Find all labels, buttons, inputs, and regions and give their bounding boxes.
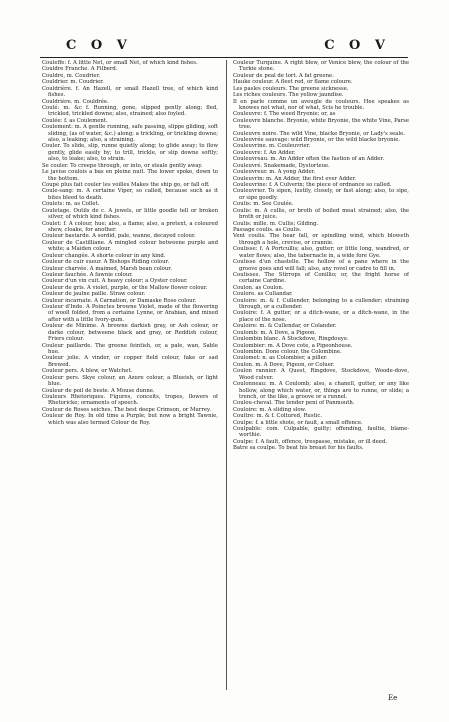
dictionary-entry: Couleur d'un vin cuit. A heavy colour; a Oyster colour. — [42, 278, 188, 285]
dictionary-entry: Couleur de Minime. A browne darkish gray, or Ash colour, or darke colour, betweene black and gray, or Reddish colour, Friers colour. — [42, 323, 218, 343]
dictionary-entry: Couleur de Castilliane. A mingled colour betweene purple and white; a Maiden colour. — [42, 239, 218, 253]
dictionary-entry: Couldrière. f. An Hazell, or small Hazell tree, of which kind fishes. — [42, 85, 218, 99]
running-head — [66, 38, 390, 54]
dictionary-entry: Coulisses. The Stirrops of Conillio; or, the fright horse of certaine Cardine. — [233, 271, 409, 285]
dictionary-entry: Coulée: f. as Coulement. — [42, 117, 108, 124]
dictionary-entry: Couleuvre: f. An Adder. — [233, 149, 296, 156]
dictionary-entry: Couleur charvée. A maimed, Marsh bean colour. — [42, 265, 172, 272]
dictionary-entry: Couletage. Outils de c. A jewels, or little goodle tell or broken silver, of which kind fishes. — [42, 207, 218, 221]
dictionary-entry: Coulonneau: m. A Coulomb; also, a chanell, gutter, or any like hollow, along which water, or, things are to runne, or slide; a trench, or the like, a groove or a runnel. — [233, 381, 409, 400]
dictionary-entry: Coulon. m. A Dove, Pigeon, or Coluer. — [233, 361, 335, 368]
dictionary-entry: Couloire: f. A gutter, or a ditch-wane, or a ditch-wane, in the place of the nose. — [233, 310, 409, 323]
dictionary-entry: Couleur incarnate. A Carnation, or Damaske Rose colour. — [42, 297, 197, 304]
dictionary-entry: Couldrière. m. Couldrée. — [42, 98, 109, 105]
header-left-word: C O V — [66, 38, 132, 53]
dictionary-entry: Couleuvrier. To sipen, lustily, closely, or fast along; also, to sipe, or sipe goodly. — [233, 188, 409, 201]
dictionary-entry: Coulis: mille. m. Cullis; Gilding. — [233, 220, 319, 227]
dictionary-entry: Il en parle comme un aveugle de couleurs. Hee speakes as knowes not what, nor of what, Scis he trouble. — [233, 98, 409, 111]
dictionary-entry: Batre sa coulpe. To beat his breast for his faults. — [233, 445, 364, 452]
column-divider — [226, 60, 227, 690]
dictionary-entry: Couleur de jaulne paille. Straw colour. — [42, 291, 146, 298]
dictionary-entry: Coulore. as Cullandar. — [233, 291, 293, 298]
dictionary-entry: Couler. To slide, slip, runne quietly along; to glide away; to flow gently, glide easily by; to trill, trickle, or slip downe softly; also, to leake; also, to strain. — [42, 143, 218, 163]
dictionary-entry: Coule-sang: m. A certaine Viper, so called, because such as it bites bleed to death. — [42, 188, 218, 201]
dictionary-entry: Couleuvré. Snakemade, Dystorteue. — [233, 162, 330, 169]
dictionary-entry: Passage coulis. as Coulis. — [233, 226, 302, 233]
dictionary-entry: Coulon rannier. A Quest, Ringdove, Stockdove, Woode-dove, Wood culver. — [233, 368, 409, 381]
dictionary-entry: Couleur bastarde. A sordid, pale, wanne, decayed colour. — [42, 233, 196, 240]
right-column — [233, 60, 409, 692]
dictionary-entry: Coulombin blanc. A Stockdove, Ringdouye. — [233, 336, 349, 343]
dictionary-entry: Couleur Turquine. A right blew, or Venice blew, the colour of the Turkie stone. — [233, 60, 409, 73]
dictionary-entry: Couleffe: f. A little Net, or small Net, of which kind fishes. — [42, 60, 198, 66]
dictionary-entry: Coulet: f. A colour, hue; also, a flame; also, a pretext, a coloured shew, cloake, for another. — [42, 220, 218, 233]
dictionary-entry: Coulisse: f. A Portcullis; also, gutter; or little long, wandred, or water flows; also, the tabernacle in, a wide fore Gye. — [233, 246, 409, 259]
dictionary-entry: Coulisse d'un chastelle. The hollow of a pane where in the groove goes and will fall; also, any rovel or cadre to fill in. — [233, 259, 409, 272]
dictionary-entry: Couleuvreur. m. A yong Adder. — [233, 169, 316, 176]
dictionary-entry: Couleuvre blanche. Bryonie, white Bryonie, the white Vine, Parse tree. — [233, 117, 409, 131]
dictionary-entry: Coulets: m. as Collet. — [42, 201, 100, 208]
dictionary-entry: Couleuvrin: m. An Adder, the first ever Adder. — [233, 175, 357, 182]
dictionary-entry: Couleur de Roses seiches. The best deepe Crimson, or Murrey. — [42, 406, 211, 413]
dictionary-entry: Coultre: m. & f. Coltured, Rustic. — [233, 413, 323, 420]
dictionary-entry: Couleur de poil de beste. A Mouse dunne. — [42, 387, 155, 394]
dictionary-entry: Couleur jolie. A vinder, or copper field colour, fake or sad Brewed. — [42, 355, 218, 368]
dictionary-entry: Couloire: m. & Cullendar, or Colander. — [233, 323, 337, 330]
dictionary-entry: Couleur de peal de tort. A fat greene. — [233, 72, 334, 79]
dictionary-entry: Couleur fauchée. A fawnie colour. — [42, 271, 133, 278]
dictionary-entry: Couleur de Roy. In old time a Purple; but now a bright Tawnie, which was also termed Colour de Roy. — [42, 413, 218, 426]
dictionary-entry: Les pasles couleurs. The greene sicknesse. — [233, 85, 349, 92]
dictionary-entry: Couleuvrée sauvage: wild Bryonie, or the wild blacke bryonie. — [233, 137, 401, 144]
dictionary-entry: Coulon. as Coulon. — [233, 284, 284, 291]
dictionary-entry: Couloire: m. & f. Cullender, belonging to a cullender; straining through, or a cullender. — [233, 297, 409, 311]
dictionary-entry: Se couler. To creepe through, or into, or steale gently away. — [42, 162, 203, 169]
dictionary-entry: Couleuvreau. m. An Adder often the fastion of an Adder. — [233, 156, 385, 163]
dictionary-entry: Couleuvre noire. The wild Vine, blacke Bryonie, or Lady's seale. — [233, 130, 405, 137]
dictionary-entry: Le javise coulois a bas en pleine nuit. The lower spoke, down to the bottom. — [42, 169, 218, 182]
catchword: Ee — [388, 694, 398, 702]
dictionary-entry: Couleur pers. A blew, or Watchet. — [42, 368, 133, 375]
dictionary-entry: Coulou-cheval. The tender peni of Panmouth. — [233, 400, 355, 407]
dictionary-entry: Coulomet: n. as Colombier, a piller. — [233, 355, 328, 362]
dictionary-entry: Couleur de gris. A violet, purple, or the Mallow flower colour. — [42, 284, 208, 291]
dictionary-entry: Coulis: m. See Coulée. — [233, 201, 294, 208]
dictionary-entry: Couleur paillarde. The greene feintish, or, a pale, wan, Sable hue. — [42, 342, 218, 355]
dictionary-entry: Couleur de cuir sueur. A Bishops Riding colour. — [42, 259, 170, 266]
dictionary-entry: Coulomb: m. A Dove, a Pigeon. — [233, 329, 317, 336]
dictionary-entry: Les riches couleurs. The yellow jaundise. — [233, 92, 344, 99]
dictionary-entry: Couleuvrine. m. Couleuvrier. — [233, 143, 311, 150]
dictionary-entry: Couleuvrine: f. A Culverin; the piece of ordnance so called. — [233, 182, 392, 189]
dictionary-entry: Coulombin. Done colour, the Colombine. — [233, 348, 342, 355]
dictionary-entry: Couldre Franche. A Filberd. — [42, 66, 118, 73]
dictionary-entry: Coulpe: f. a little shote, or fault, a small offence. — [233, 419, 363, 426]
dictionary-entry: Couloire: m. A sliding slow. — [233, 406, 307, 413]
left-column — [42, 60, 218, 692]
dictionary-entry: Coupé plus fait couler les voilles Makes the ship go, or fall off. — [42, 182, 210, 189]
dictionary-entry: Coulombier: m. A Dove cote, a Pigeonhouse. — [233, 342, 353, 349]
header-rule — [40, 57, 408, 58]
dictionary-entry: Coulé: m. &c f. Running, gone, slipped gently along; fled, trickled, trickled downe; also, strained; also foyled. — [42, 104, 218, 118]
dictionary-entry: Couleur d'Inde. A Poinctes browne Violet, made of the flowering of wooll folded, from a certaine Lynne, or Arabian, and mixed after with a little Ivory-gum. — [42, 304, 218, 323]
dictionary-entry: Couleurs Rhetoriques. Figures, conceits, tropes, flowers of Rhetoricke; ornaments of speech. — [42, 393, 218, 407]
dictionary-entry: Vent coulis. The hear fall, or spindling wind, which bloweth through a hole, crevise, or crannie. — [233, 233, 409, 246]
dictionary-entry: Couleur changée. A shorte colour in any kind. — [42, 252, 166, 259]
dictionary-entry: Hauke couleur. A fleet red, or flame coloure. — [233, 79, 353, 86]
dictionary-entry: Coulpable: com. Culpable, guilty; offending, faultie, blame-worthie. — [233, 426, 409, 439]
dictionary-entry: Couleur pers. Skye colour, an Azure colour, a Blueish, or light blue. — [42, 374, 218, 388]
dictionary-entry: Coulis: m. A cullis, or broth of boiled meat strained; also, the broth or juice. — [233, 207, 409, 221]
dictionary-entry: Couldre, m. Coudrier. — [42, 72, 101, 79]
dictionary-entry: Coulpe: f. A fault, offence, trespasse, mistake, or ill deed. — [233, 438, 388, 445]
dictionary-entry: Coulement: m. A gentle running, safe passing, slippe gliding, soft sliding, (as of water, &c.) along; a trickling, or trickling downe; also, a leaking; also, a straining. — [42, 124, 218, 144]
header-right-word: C O V — [324, 38, 390, 53]
dictionary-entry: Couldrier. m. Coudrier. — [42, 79, 104, 86]
dictionary-entry: Couleuvre: f. The weed Bryonie; or, as — [233, 111, 336, 118]
